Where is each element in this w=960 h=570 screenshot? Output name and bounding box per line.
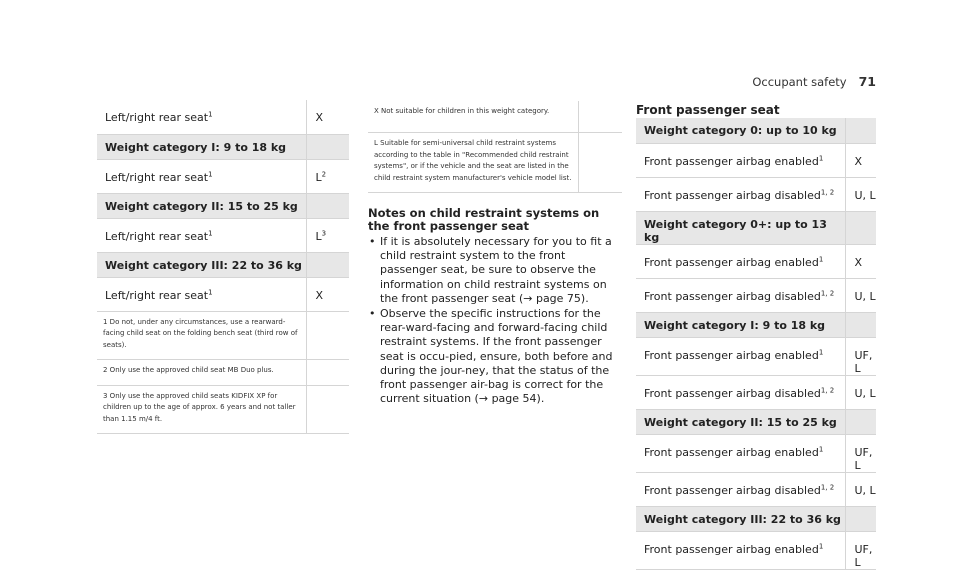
seat-position: Front passenger airbag enabled [644, 154, 819, 168]
weight-category-label: Weight category I: 9 to 18 kg [97, 134, 306, 159]
empty-cell [306, 134, 349, 159]
suitability-cell [845, 472, 876, 506]
legend-column [368, 101, 622, 193]
page-header [752, 74, 876, 89]
notes-item-text: If it is absolutely necessary for you to fit a child restraint system to the front passenger seat, be sure to observe the information on child restraint systems on the front passenger seat (→ page 75). [380, 235, 612, 305]
empty-cell [845, 118, 876, 143]
weight-category-row [97, 193, 349, 218]
seat-row [97, 100, 349, 134]
footnote-ref: 1 [818, 254, 824, 263]
weight-category-label: Weight category 0+: up to 13 kg [636, 211, 845, 244]
seat-suitability: UF, L [854, 542, 873, 569]
suitability-cell [306, 218, 349, 252]
footnote-row [97, 360, 349, 386]
suitability-cell [845, 177, 876, 211]
suitability-cell [306, 277, 349, 311]
seat-position: Left/right rear seat [105, 288, 209, 302]
seat-position-cell [636, 375, 845, 409]
footnote-ref: 1 [818, 347, 824, 356]
suitability-footnote-ref: 2 [321, 169, 327, 178]
legend-empty-cell [578, 101, 622, 133]
footnote-ref: 1, 2 [820, 187, 835, 196]
seat-position: Front passenger airbag disabled [644, 483, 821, 497]
empty-cell [306, 252, 349, 277]
footnote-row [97, 311, 349, 360]
seat-suitability: X [854, 154, 863, 168]
seat-row [636, 143, 876, 177]
seat-row [97, 159, 349, 193]
suitability-cell [306, 159, 349, 193]
seat-suitability: U, L [854, 188, 876, 202]
seat-position: Front passenger airbag enabled [644, 445, 819, 459]
seat-position: Front passenger airbag disabled [644, 289, 821, 303]
footnote-ref: 1 [818, 153, 824, 162]
suitability-cell [845, 143, 876, 177]
weight-category-label: Weight category I: 9 to 18 kg [636, 312, 845, 337]
footnote-ref: 1 [208, 287, 213, 296]
right-column [636, 118, 876, 570]
seat-row [636, 244, 876, 278]
seat-suitability: X [315, 288, 324, 302]
seat-position: Front passenger airbag enabled [644, 542, 819, 556]
empty-cell [845, 211, 876, 244]
seat-suitability: L [315, 170, 322, 184]
weight-category-row [636, 506, 876, 531]
notes-list [368, 235, 623, 406]
weight-category-row [636, 312, 876, 337]
suitability-cell [845, 278, 876, 312]
legend-row-x [368, 101, 622, 133]
seat-row [97, 277, 349, 311]
empty-cell [845, 409, 876, 434]
footnote-text: 3 Only use the approved child seats KIDFIX XP for children up to the age of approx. 6 years and not taller than 1.15 m/4 ft. [97, 385, 306, 434]
seat-row [636, 375, 876, 409]
empty-cell [306, 311, 349, 360]
footnote-text: 1 Do not, under any circumstances, use a rearward-facing child seat on the folding bench seat (third row of seats). [97, 311, 306, 360]
seat-row [636, 472, 876, 506]
seat-position: Front passenger airbag enabled [644, 255, 819, 269]
footnote-ref: 1, 2 [820, 288, 835, 297]
empty-cell [845, 312, 876, 337]
footnote-ref: 1 [818, 541, 824, 550]
seat-position-cell [636, 472, 845, 506]
seat-position-cell [97, 100, 306, 134]
seat-suitability: L [315, 229, 322, 243]
left-column [97, 100, 349, 434]
footnote-text: 2 Only use the approved child seat MB Duo plus. [97, 360, 306, 386]
seat-position-cell [97, 218, 306, 252]
seat-suitability: X [854, 255, 863, 269]
footnote-row [97, 385, 349, 434]
empty-cell [306, 385, 349, 434]
footnote-ref: 1 [208, 110, 213, 119]
section-title: Occupant safety [752, 75, 847, 89]
footnote-ref: 1, 2 [820, 385, 835, 394]
notes-item-text: Observe the specific instructions for the rear-ward-facing and forward-facing child restraint systems. If the front passenger seat is occu-pied, ensure, both before and during the jour-ney, that the status of the front passenger air-bag is correct for the current situation (→ page 54). [380, 307, 613, 406]
seat-position: Left/right rear seat [105, 229, 209, 243]
seat-position: Left/right rear seat [105, 111, 209, 124]
seat-position-cell [97, 277, 306, 311]
front-seat-table [636, 118, 876, 570]
weight-category-row [97, 134, 349, 159]
weight-category-row [636, 211, 876, 244]
notes-item [368, 235, 623, 306]
empty-cell [306, 193, 349, 218]
footnote-ref: 1 [818, 444, 824, 453]
notes-title: Notes on child restraint systems on the front passenger seat [368, 206, 600, 233]
seat-position: Left/right rear seat [105, 170, 209, 184]
seat-suitability: UF, L [854, 445, 873, 472]
legend-empty-cell [578, 133, 622, 193]
seat-suitability: U, L [854, 289, 876, 303]
page-number: 71 [858, 74, 876, 89]
seat-suitability: X [315, 111, 324, 124]
footnote-ref: 1 [208, 228, 213, 237]
front-seat-section-title: Front passenger seat [636, 103, 780, 117]
legend-text: X Not suitable for children in this weight category. [368, 101, 578, 133]
suitability-cell [845, 337, 876, 375]
suitability-cell [845, 434, 876, 472]
empty-cell [306, 360, 349, 386]
notes-section [368, 207, 623, 407]
suitability-cell [845, 244, 876, 278]
footnote-ref: 1, 2 [820, 482, 835, 491]
suitability-cell [306, 100, 349, 134]
seat-position: Front passenger airbag enabled [644, 348, 819, 362]
seat-position-cell [636, 143, 845, 177]
seat-suitability: U, L [854, 386, 876, 400]
bullet-icon: • [369, 235, 376, 248]
seat-position-cell [636, 434, 845, 472]
legend-text: L Suitable for semi-universal child restraint systems according to the table in "Recommended child restraint systems", or if the vehicle and the seat are listed in the child restraint system manufacturer's vehicle model list. [368, 133, 578, 193]
legend-row-l [368, 133, 622, 193]
weight-category-row [636, 118, 876, 143]
weight-category-label: Weight category 0: up to 10 kg [636, 118, 845, 143]
rear-seat-table [97, 100, 349, 434]
weight-category-label: Weight category III: 22 to 36 kg [636, 506, 845, 531]
seat-position-cell [636, 531, 845, 569]
weight-category-label: Weight category II: 15 to 25 kg [97, 193, 306, 218]
notes-item [368, 307, 623, 406]
bullet-icon: • [369, 307, 376, 321]
seat-position-cell [636, 278, 845, 312]
weight-category-row [97, 252, 349, 277]
seat-position: Front passenger airbag disabled [644, 386, 821, 400]
suitability-cell [845, 375, 876, 409]
seat-row [636, 434, 876, 472]
weight-category-label: Weight category III: 22 to 36 kg [97, 252, 306, 277]
suitability-footnote-ref: 3 [321, 228, 327, 237]
seat-row [636, 337, 876, 375]
seat-row [97, 218, 349, 252]
seat-suitability: UF, L [854, 348, 873, 375]
seat-position-cell [97, 159, 306, 193]
empty-cell [845, 506, 876, 531]
seat-row [636, 531, 876, 569]
seat-row [636, 177, 876, 211]
seat-position: Front passenger airbag disabled [644, 188, 821, 202]
suitability-cell [845, 531, 876, 569]
footnote-ref: 1 [208, 169, 213, 178]
seat-position-cell [636, 177, 845, 211]
seat-suitability: U, L [854, 483, 876, 497]
legend-table [368, 101, 622, 193]
seat-position-cell [636, 244, 845, 278]
weight-category-label: Weight category II: 15 to 25 kg [636, 409, 845, 434]
seat-position-cell [636, 337, 845, 375]
weight-category-row [636, 409, 876, 434]
seat-row [636, 278, 876, 312]
